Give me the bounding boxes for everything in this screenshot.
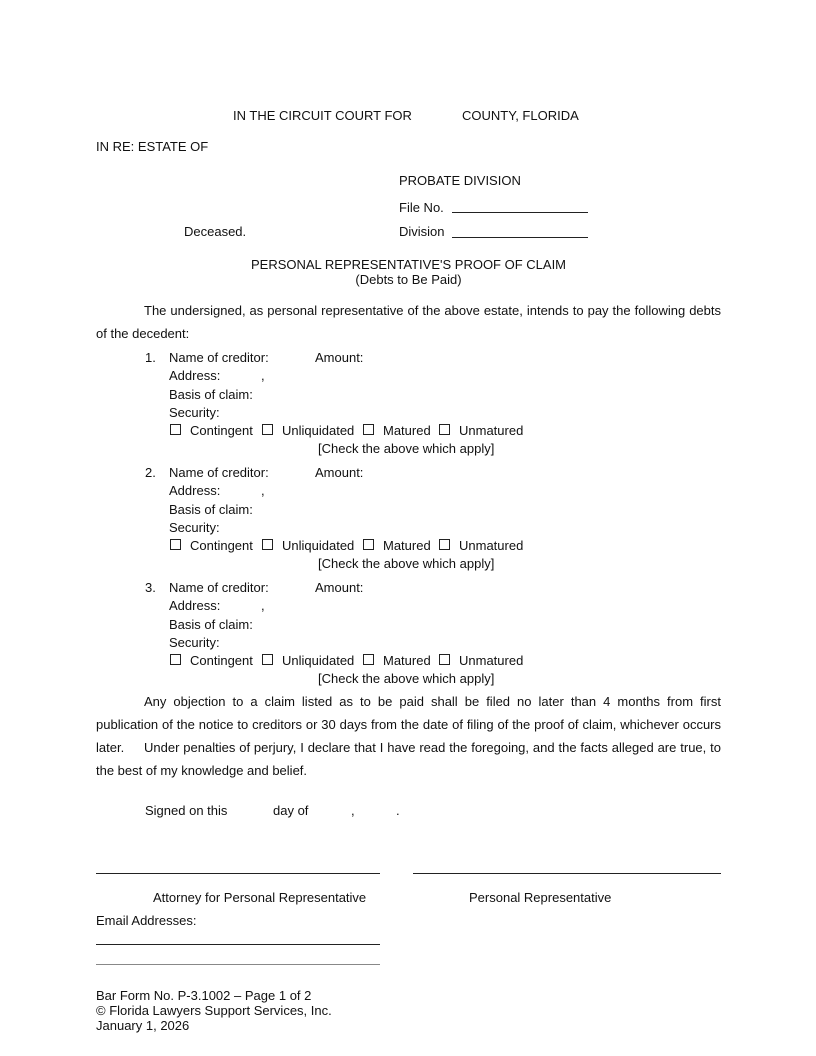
address-comma: , [261, 483, 265, 498]
form-number: Bar Form No. P-3.1002 – Page [96, 988, 276, 1003]
security-label: Security: [169, 635, 220, 650]
unmatured-checkbox[interactable] [439, 539, 450, 550]
total-pages: 2 [304, 988, 312, 1003]
page-number: 1 [278, 988, 287, 1003]
file-no-label: File No. [399, 200, 444, 215]
contingent-label: Contingent [190, 423, 253, 438]
check-note: [Check the above which apply] [318, 441, 495, 456]
personal-rep-label: Personal Representative [469, 890, 612, 905]
amount-label: Amount: [315, 350, 364, 365]
unliquidated-label: Unliquidated [282, 423, 355, 438]
footer-form-line [96, 988, 311, 1004]
security-label: Security: [169, 520, 220, 535]
check-note: [Check the above which apply] [318, 556, 495, 571]
in-re-label: IN RE: ESTATE OF [96, 139, 209, 154]
email-line-2[interactable] [96, 964, 380, 965]
unmatured-checkbox[interactable] [439, 654, 450, 665]
address-label: Address: [169, 598, 221, 613]
address-label: Address: [169, 368, 221, 383]
unliquidated-checkbox[interactable] [262, 654, 273, 665]
amount-label: Amount: [315, 580, 364, 595]
unmatured-label: Unmatured [459, 423, 524, 438]
creditor-name-label: Name of creditor: [169, 350, 269, 365]
probate-division-title: PROBATE DIVISION [399, 173, 521, 188]
basis-label: Basis of claim: [169, 387, 253, 402]
perjury-text: Under penalties of perjury, I declare that I have read the foregoing, and the facts alleged are true, to the best of my knowledge and belief. [96, 740, 721, 778]
amount-label: Amount: [315, 465, 364, 480]
creditor-name-label: Name of creditor: [169, 580, 269, 595]
day-of-label: day of [273, 803, 309, 818]
security-label: Security: [169, 405, 220, 420]
unmatured-checkbox[interactable] [439, 424, 450, 435]
email-line-1[interactable] [96, 944, 380, 945]
unliquidated-label: Unliquidated [282, 538, 355, 553]
unliquidated-checkbox[interactable] [262, 539, 273, 550]
claim-number: 1. [145, 350, 156, 365]
matured-label: Matured [383, 423, 431, 438]
signed-label: Signed on this [145, 803, 228, 818]
intro-paragraph [96, 299, 721, 345]
matured-checkbox[interactable] [363, 654, 374, 665]
creditor-name-label: Name of creditor: [169, 465, 269, 480]
contingent-checkbox[interactable] [170, 539, 181, 550]
attorney-signature-line[interactable] [96, 873, 380, 874]
unliquidated-label: Unliquidated [282, 653, 355, 668]
address-label: Address: [169, 483, 221, 498]
form-subtitle: (Debts to Be Paid) [355, 272, 462, 287]
basis-label: Basis of claim: [169, 617, 253, 632]
perjury-paragraph [96, 736, 721, 782]
matured-label: Matured [383, 538, 431, 553]
contingent-label: Contingent [190, 653, 253, 668]
file-no-blank[interactable] [452, 212, 588, 213]
footer-date: January 1, 2026 [96, 1018, 190, 1033]
attorney-label: Attorney for Personal Representative [153, 890, 367, 905]
division-label: Division [399, 224, 445, 239]
contingent-label: Contingent [190, 538, 253, 553]
form-title: PERSONAL REPRESENTATIVE'S PROOF OF CLAIM [250, 257, 567, 272]
contingent-checkbox[interactable] [170, 654, 181, 665]
unliquidated-checkbox[interactable] [262, 424, 273, 435]
address-comma: , [261, 598, 265, 613]
email-addresses-label: Email Addresses: [96, 913, 197, 928]
address-comma: , [261, 368, 265, 383]
court-label: IN THE CIRCUIT COURT FOR [233, 108, 412, 123]
unmatured-label: Unmatured [459, 538, 524, 553]
check-note: [Check the above which apply] [318, 671, 495, 686]
unmatured-label: Unmatured [459, 653, 524, 668]
page-of: of [289, 988, 301, 1003]
basis-label: Basis of claim: [169, 502, 253, 517]
county-label: COUNTY, FLORIDA [462, 108, 579, 123]
personal-rep-signature-line[interactable] [413, 873, 721, 874]
division-blank[interactable] [452, 237, 588, 238]
intro-text: The undersigned, as personal representative of the above estate, intends to pay the following debts of the decedent: [96, 303, 721, 341]
footer-copyright: © Florida Lawyers Support Services, Inc. [96, 1003, 332, 1018]
contingent-checkbox[interactable] [170, 424, 181, 435]
matured-checkbox[interactable] [363, 424, 374, 435]
signed-period: . [396, 803, 400, 818]
matured-label: Matured [383, 653, 431, 668]
objection-text: Any objection to a claim listed as to be paid shall be filed no later than 4 months from first publication of the notice to creditors or 30 days from the date of filing of the proof of claim, whichever occurs later. [96, 694, 721, 755]
matured-checkbox[interactable] [363, 539, 374, 550]
deceased-label: Deceased. [184, 224, 247, 239]
claim-number: 3. [145, 580, 156, 595]
claim-number: 2. [145, 465, 156, 480]
signed-comma: , [351, 803, 355, 818]
